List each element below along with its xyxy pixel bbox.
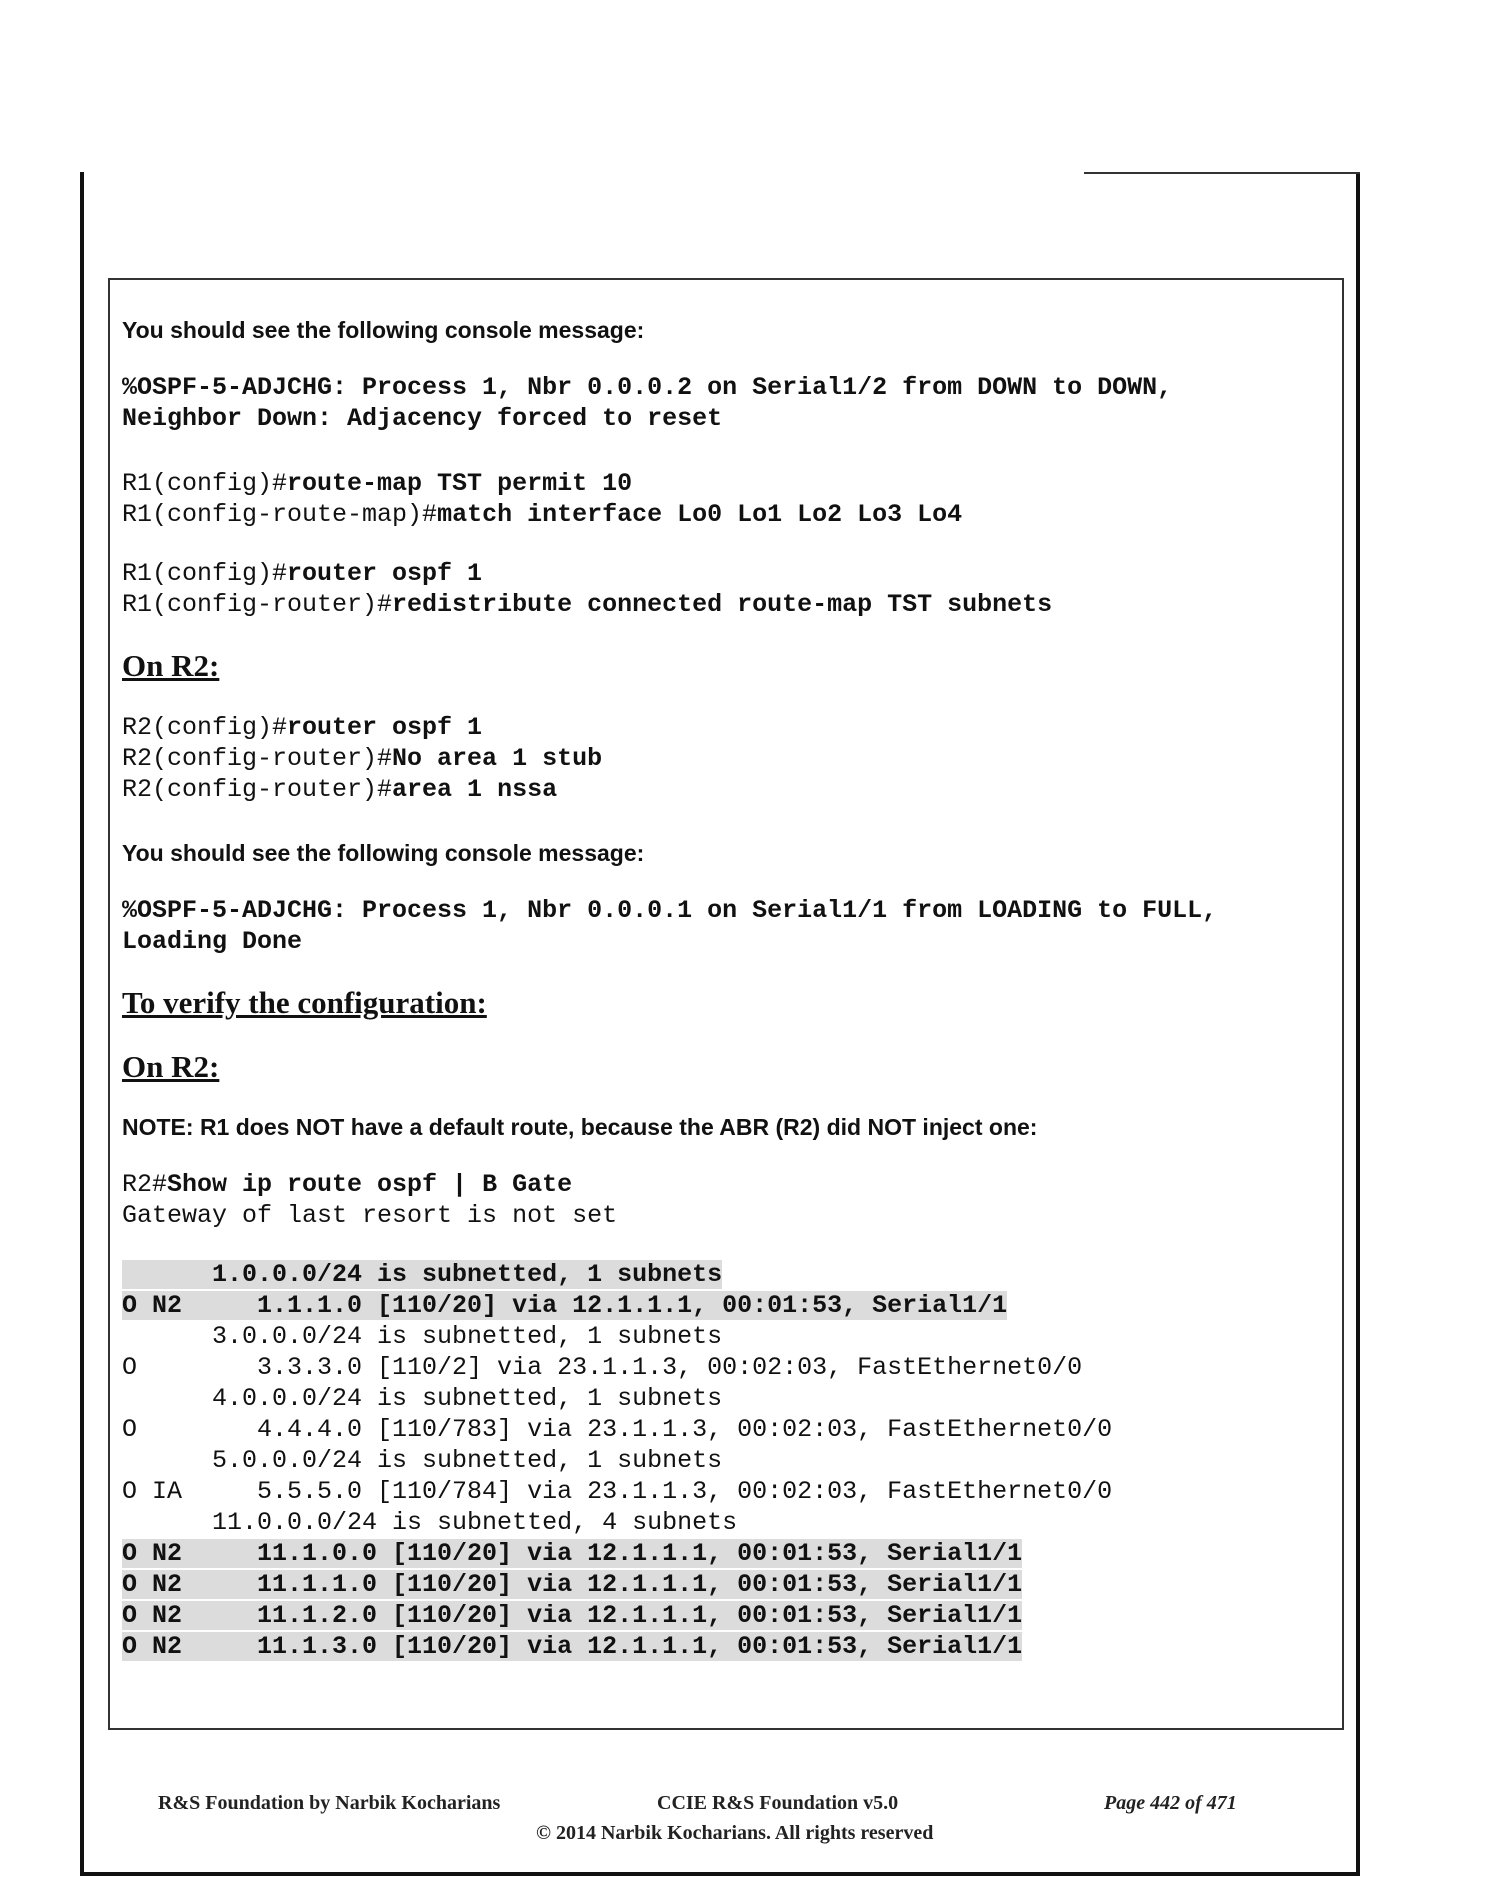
route-table-row: 5.0.0.0/24 is subnetted, 1 subnets [122,1446,723,1475]
route-table-row: O N2 11.1.1.0 [110/20] via 12.1.1.1, 00:01:53, Serial1/1 [122,1570,1023,1599]
top-border-line [1084,172,1360,174]
route-table-row: O 4.4.4.0 [110/783] via 23.1.1.3, 00:02:03, FastEthernet0/0 [122,1415,1113,1444]
cli-line: R1(config-router)#redistribute connected route-map TST subnets [122,590,1053,619]
route-table-row: O N2 11.1.2.0 [110/20] via 12.1.1.1, 00:01:53, Serial1/1 [122,1601,1023,1630]
route-table-row: 3.0.0.0/24 is subnetted, 1 subnets [122,1322,723,1351]
route-table-row: 4.0.0.0/24 is subnetted, 1 subnets [122,1384,723,1413]
cli-line: R1(config)#router ospf 1 [122,559,483,588]
route-table-row: 1.0.0.0/24 is subnetted, 1 subnets [122,1260,723,1289]
cli-line: R2#Show ip route ospf | B Gate [122,1170,573,1199]
console-message-intro: You should see the following console message: [122,317,645,343]
footer-author: R&S Foundation by Narbik Kocharians [158,1792,501,1814]
console-message-line: %OSPF-5-ADJCHG: Process 1, Nbr 0.0.0.2 on Serial1/2 from DOWN to DOWN, [122,373,1173,402]
cli-line: R2(config-router)#No area 1 stub [122,744,603,773]
cli-line: R1(config)#route-map TST permit 10 [122,469,633,498]
cli-line: R1(config-route-map)#match interface Lo0 Lo1 Lo2 Lo3 Lo4 [122,500,963,529]
gateway-line: Gateway of last resort is not set [122,1201,618,1230]
route-table-row: O N2 11.1.0.0 [110/20] via 12.1.1.1, 00:01:53, Serial1/1 [122,1539,1023,1568]
section-heading: On R2: [122,648,220,683]
route-table-row: 11.0.0.0/24 is subnetted, 4 subnets [122,1508,738,1537]
content-box [108,278,1344,1730]
route-table-row: O N2 11.1.3.0 [110/20] via 12.1.1.1, 00:01:53, Serial1/1 [122,1632,1023,1661]
footer-page-number: Page 442 of 471 [1104,1792,1237,1814]
console-message-line: Neighbor Down: Adjacency forced to reset [122,404,723,433]
footer-title: CCIE R&S Foundation v5.0 [657,1792,899,1814]
footer-copyright: © 2014 Narbik Kocharians. All rights reserved [536,1822,934,1844]
route-table [122,1259,1342,1662]
note-text: NOTE: R1 does NOT have a default route, because the ABR (R2) did NOT inject one: [122,1114,1038,1140]
cli-line: R2(config)#router ospf 1 [122,713,483,742]
console-message-line: %OSPF-5-ADJCHG: Process 1, Nbr 0.0.0.1 on Serial1/1 from LOADING to FULL, [122,896,1218,925]
route-table-row: O 3.3.3.0 [110/2] via 23.1.1.3, 00:02:03, FastEthernet0/0 [122,1353,1083,1382]
cli-line: R2(config-router)#area 1 nssa [122,775,558,804]
console-message-intro: You should see the following console message: [122,840,645,866]
section-heading-verify: To verify the configuration: [122,985,487,1020]
route-table-row: O IA 5.5.5.0 [110/784] via 23.1.1.3, 00:02:03, FastEthernet0/0 [122,1477,1113,1506]
route-table-row: O N2 1.1.1.0 [110/20] via 12.1.1.1, 00:01:53, Serial1/1 [122,1291,1008,1320]
section-heading: On R2: [122,1049,220,1084]
console-message-line: Loading Done [122,927,303,956]
